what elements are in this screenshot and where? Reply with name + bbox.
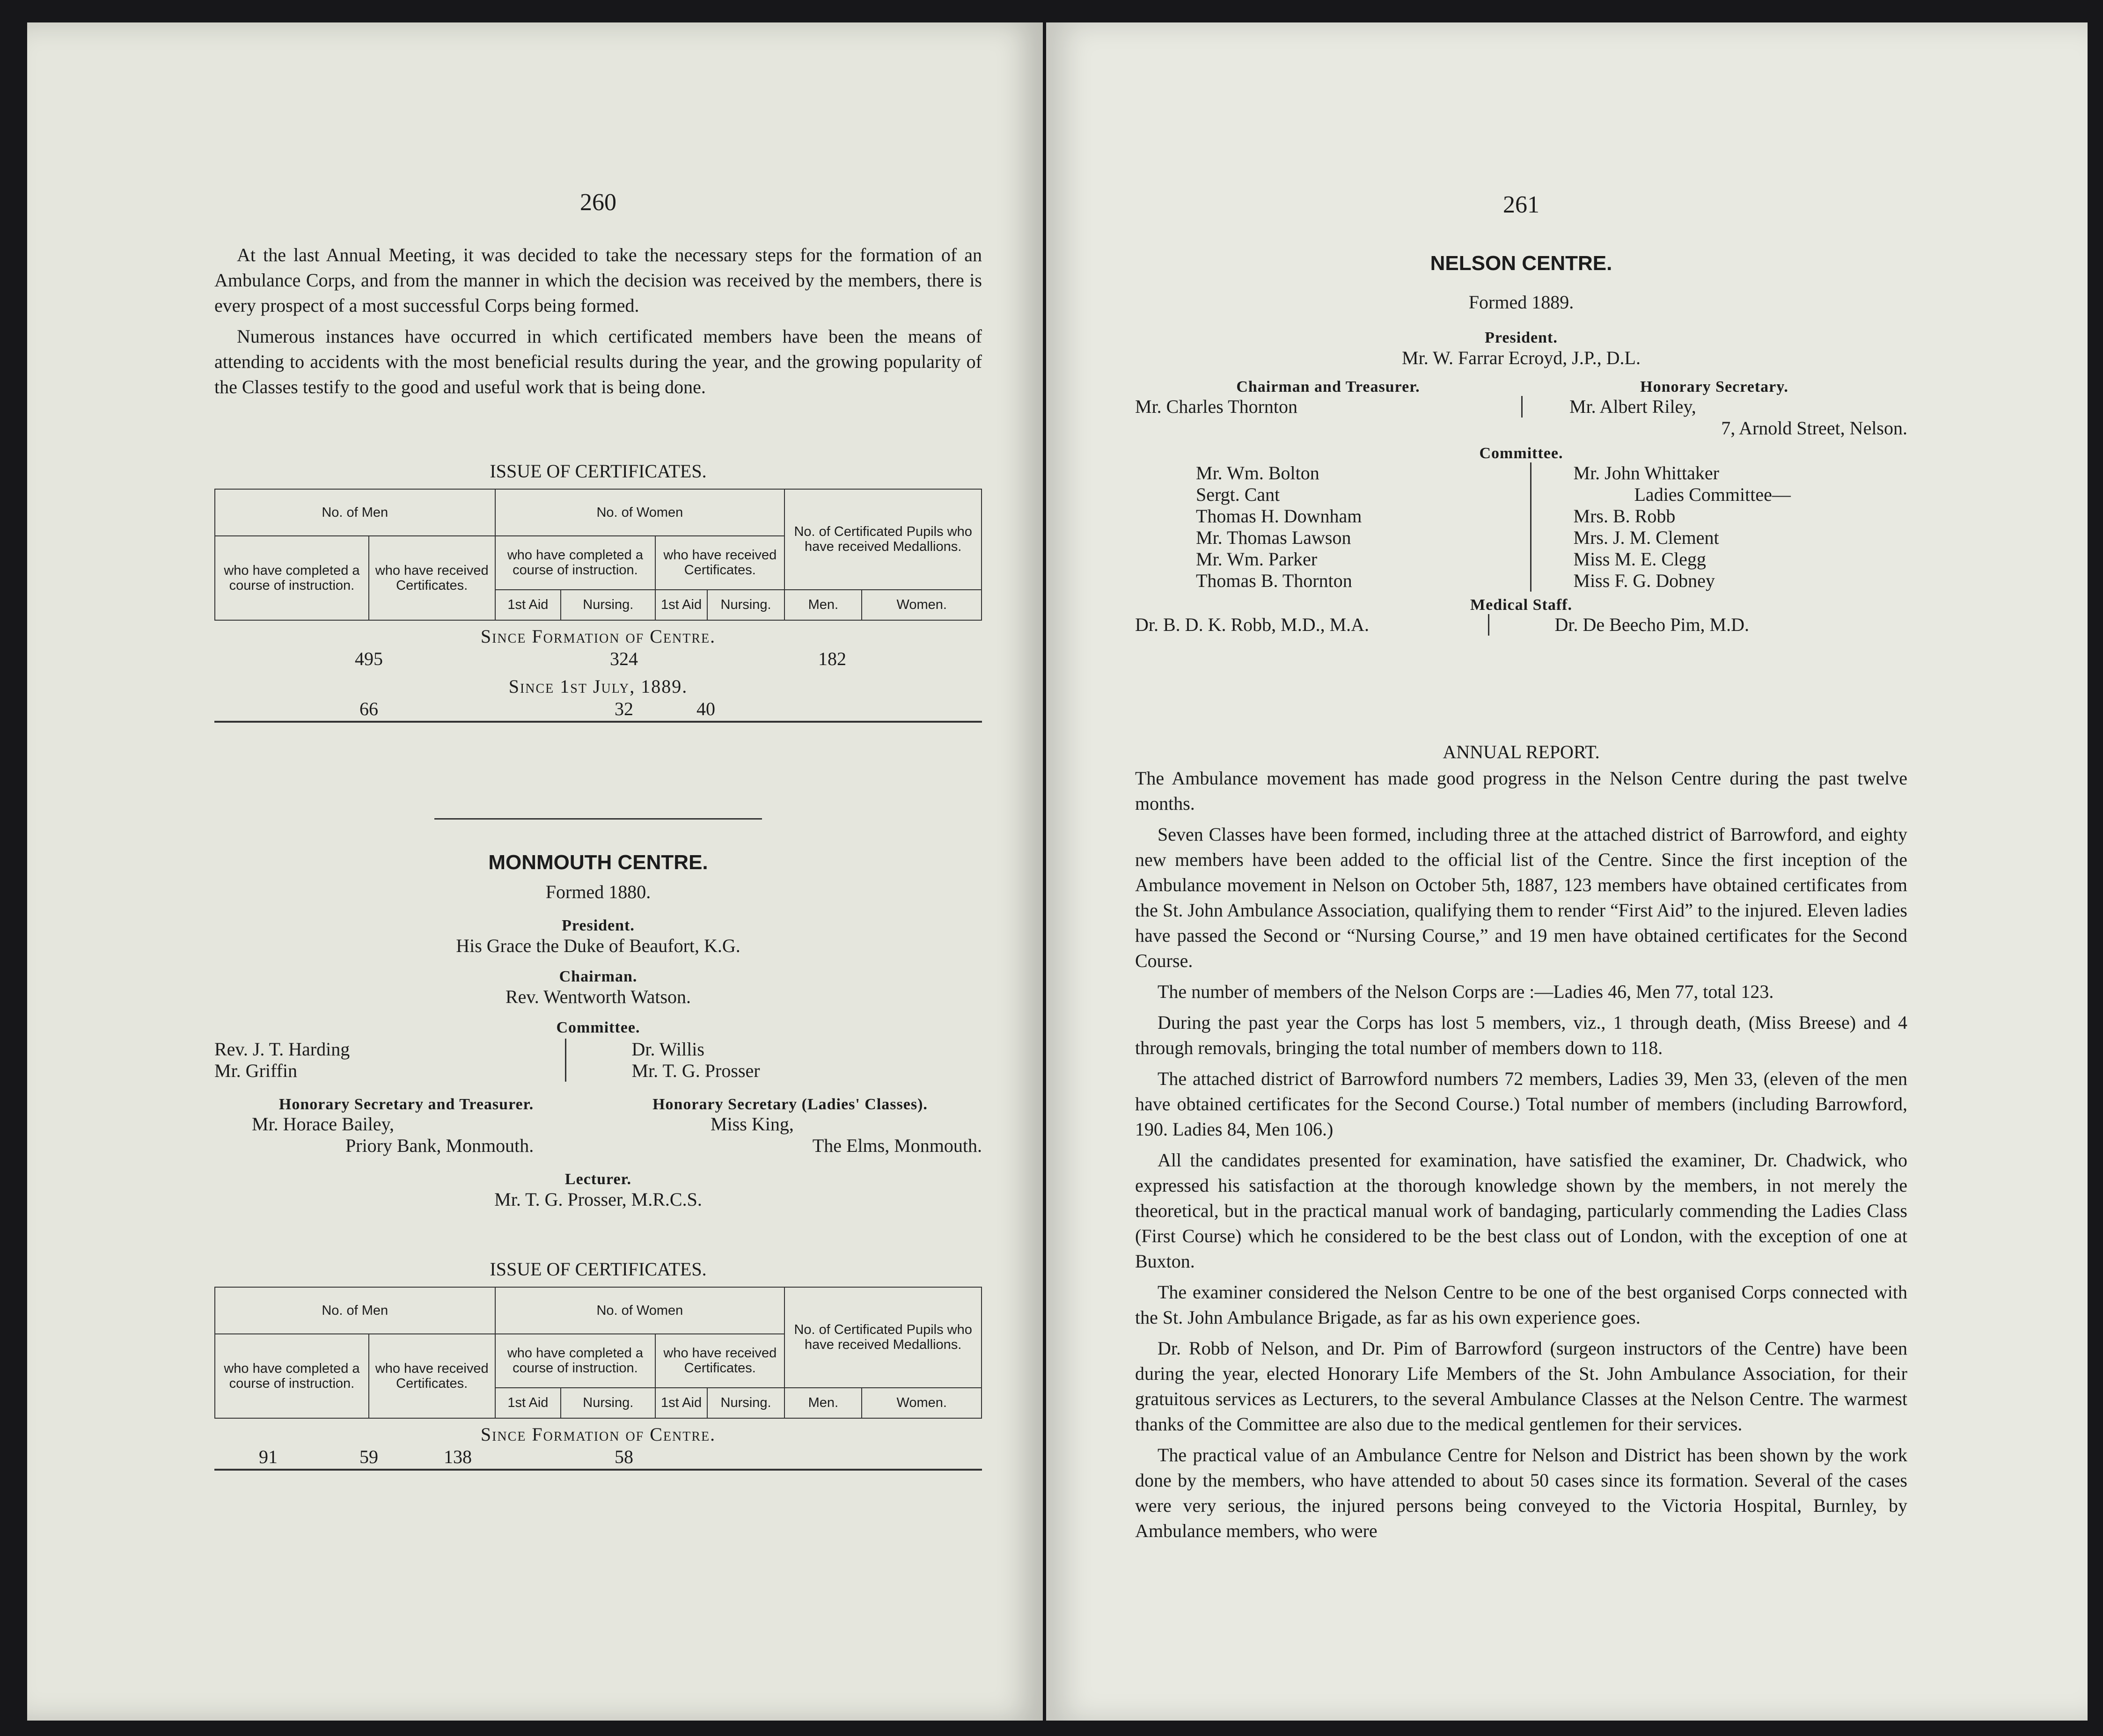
section-since-formation: Since Formation of Centre. (480, 626, 716, 647)
header-men-received: who have received Certificates. (369, 1334, 495, 1418)
header-nursing: Nursing. (561, 590, 655, 620)
header-nursing: Nursing. (561, 1388, 655, 1418)
committee-list (214, 1039, 982, 1082)
president-name: His Grace the Duke of Beaufort, K.G. (456, 935, 740, 956)
committee-label: Committee. (556, 1019, 640, 1036)
monmouth-centre (214, 851, 982, 1210)
hon-sec-ladies-label: Honorary Secretary (Ladies' Classes). (652, 1096, 928, 1113)
report-paragraph: The examiner considered the Nelson Centre to be one of the best organised Corps connected with the St. John Ambulance Brigade, as far as his own experience goes. (1135, 1282, 1907, 1328)
committee-member: Thomas B. Thornton (1196, 570, 1352, 591)
table-row: 66 32 40 (214, 697, 982, 723)
centre-title: NELSON CENTRE. (1430, 252, 1612, 275)
officers (1135, 378, 1907, 439)
president-name: Mr. W. Farrar Ecroyd, J.P., D.L. (1402, 347, 1641, 368)
chairman-name: Rev. Wentworth Watson. (505, 986, 691, 1007)
centre-title: MONMOUTH CENTRE. (488, 851, 708, 874)
table-row: 91 59 138 58 (214, 1445, 982, 1471)
chairman-label: Chairman and Treasurer. (1236, 378, 1420, 396)
certificates-table (214, 489, 982, 621)
committee-member: Dr. Willis (631, 1039, 704, 1060)
header-nursing: Nursing. (707, 590, 785, 620)
right-page (1046, 22, 2088, 1721)
medical-officer: Dr. B. D. K. Robb, M.D., M.A. (1135, 614, 1370, 635)
header-medal-men: Men. (784, 590, 862, 620)
medical-officer: Dr. De Beecho Pim, M.D. (1488, 614, 1908, 636)
report-paragraph: The number of members of the Nelson Corps are :—Ladies 46, Men 77, total 123. (1158, 981, 1774, 1002)
header-women-received: who have received Certificates. (655, 1334, 784, 1388)
lecturer-label: Lecturer. (564, 1171, 632, 1188)
header-women: No. of Women (495, 1287, 785, 1334)
report-paragraph: The attached district of Barrowford numbers 72 members, Ladies 39, Men 33, (eleven of the men have obtained certificates for the Second Course.) Total number of members (including Barrowford, 190. Ladies 84, Men 106.) (1135, 1068, 1907, 1140)
secretaries (214, 1096, 982, 1157)
header-first-aid: 1st Aid (495, 1388, 561, 1418)
header-medallions: No. of Certificated Pupils who have received Medallions. (784, 1287, 982, 1388)
hon-sec-ladies-address: The Elms, Monmouth. (812, 1135, 982, 1156)
annual-report (1135, 741, 1907, 1549)
table-row: 495 324 182 (355, 648, 846, 669)
intro-text (214, 242, 982, 405)
page-number-right: 261 (1503, 191, 1539, 218)
committee-member: Mrs. B. Robb (1573, 505, 1676, 527)
certificates-table-2 (214, 1258, 982, 1471)
hon-sec-treasurer-label: Honorary Secretary and Treasurer. (278, 1096, 534, 1113)
page-number-left: 260 (580, 189, 616, 216)
committee-member: Miss F. G. Dobney (1573, 570, 1715, 591)
committee-member: Rev. J. T. Harding (214, 1039, 350, 1060)
intro-paragraph-2: Numerous instances have occurred in which certificated members have been the means of attending to accidents with the most beneficial results during the year, and the growing popularity of the Classes testify to the good and useful work that is being done. (214, 326, 982, 397)
lecturer-name: Mr. T. G. Prosser, M.R.C.S. (494, 1189, 702, 1210)
hon-sec-name: Mr. Horace Bailey, (252, 1113, 394, 1135)
chairman-label: Chairman. (559, 968, 637, 985)
report-paragraph: The Ambulance movement has made good progress in the Nelson Centre during the past twelve months. (1135, 768, 1907, 814)
committee-member: Thomas H. Downham (1196, 505, 1362, 527)
committee-member: Mr. Wm. Parker (1196, 549, 1318, 570)
header-first-aid: 1st Aid (655, 590, 707, 620)
section-since-formation: Since Formation of Centre. (480, 1424, 716, 1445)
chairman-name: Mr. Charles Thornton (1135, 396, 1298, 417)
report-paragraph: All the candidates presented for examination, have satisfied the examiner, Dr. Chadwick, who expressed his satisfaction at the thorough knowledge shown by the members, in not merely the theoretical, but in the practical manual work of bandaging, particularly commending the Ladies Class (First Course) which he considered to be the best class out of London, with the exception of one at Buxton. (1135, 1150, 1907, 1272)
committee-member: Sergt. Cant (1196, 484, 1280, 505)
committee-member: Mrs. J. M. Clement (1573, 527, 1719, 548)
report-title: ANNUAL REPORT. (1443, 741, 1600, 762)
committee-member: Mr. Griffin (214, 1060, 298, 1081)
ladies-committee-label: Ladies Committee— (1634, 484, 1791, 505)
header-medallions: No. of Certificated Pupils who have received Medallions. (784, 489, 982, 590)
hon-sec-label: Honorary Secretary. (1640, 378, 1788, 396)
header-first-aid: 1st Aid (495, 590, 561, 620)
header-nursing: Nursing. (707, 1388, 785, 1418)
report-paragraph: Seven Classes have been formed, including three at the attached district of Barrowford, and eighty new members have been added to the official list of the Centre. Since the first inception of the Ambulance movement in Nelson on October 5th, 1887, 123 members have obtained certificates from the St. John Ambulance Association, qualifying them to render “First Aid” to the injured. Eleven ladies have passed the Second or “Nursing Course,” and 19 men have obtained certificates for the Second Course. (1135, 824, 1907, 971)
president-label: President. (1485, 329, 1558, 346)
hon-sec-address: 7, Arnold Street, Nelson. (1721, 418, 1907, 439)
hon-sec-name: Mr. Albert Riley, (1521, 396, 1907, 418)
report-paragraph: The practical value of an Ambulance Centre for Nelson and District has been shown by the work done by the members, who have attended to about 50 cases since its formation. Several of the cases were very serious, the injured persons being conveyed to the Victoria Hospital, Burnley, by Ambulance members, who were (1135, 1444, 1907, 1541)
left-page (27, 22, 1043, 1721)
medical-staff-label: Medical Staff. (1470, 596, 1572, 614)
committee-member: Miss M. E. Clegg (1573, 549, 1706, 570)
committee-list (1135, 462, 1907, 592)
header-medal-women: Women. (862, 1388, 982, 1418)
header-first-aid: 1st Aid (655, 1388, 707, 1418)
hon-sec-address: Priory Bank, Monmouth. (345, 1135, 534, 1156)
header-men: No. of Men (215, 1287, 495, 1334)
committee-label: Committee. (1479, 445, 1563, 462)
report-paragraph: Dr. Robb of Nelson, and Dr. Pim of Barrowford (surgeon instructors of the Centre) have been during the year, elected Honorary Life Members of the St. John Ambulance Association, for their gratuitous services as Lecturers, to the several Ambulance Classes at the Nelson Centre. The warmest thanks of the Committee are also due to the medical gentlemen for their services. (1135, 1338, 1907, 1435)
medical-staff (1135, 614, 1907, 636)
header-medal-women: Women. (862, 590, 982, 620)
intro-paragraph-1: At the last Annual Meeting, it was decided to take the necessary steps for the formation of an Ambulance Corps, and from the manner in which the decision was received by the members, there is every prospect of a most successful Corps being formed. (214, 244, 982, 316)
header-women: No. of Women (495, 489, 785, 536)
committee-member: Mr. Thomas Lawson (1196, 527, 1351, 548)
header-women-completed: who have completed a course of instruction. (495, 1334, 656, 1388)
divider (214, 818, 982, 820)
formed-date: Formed 1880. (545, 881, 651, 902)
header-men-completed: who have completed a course of instruction. (215, 536, 369, 620)
section-since-july: Since 1st July, 1889. (508, 676, 688, 697)
formed-date: Formed 1889. (1468, 292, 1574, 313)
table-title: ISSUE OF CERTIFICATES. (490, 461, 707, 482)
committee-member: Mr. T. G. Prosser (631, 1060, 760, 1081)
header-women-received: who have received Certificates. (655, 536, 784, 590)
nelson-centre (1135, 252, 1907, 636)
header-men-completed: who have completed a course of instruction. (215, 1334, 369, 1418)
report-paragraph: During the past year the Corps has lost 5 members, viz., 1 through death, (Miss Breese) and 4 through removals, bringing the total number of members down to 118. (1135, 1012, 1907, 1058)
header-men-received: who have received Certificates. (369, 536, 495, 620)
certificates-table (214, 1287, 982, 1419)
committee-member: Mr. Wm. Bolton (1196, 462, 1319, 483)
table-title: ISSUE OF CERTIFICATES. (490, 1259, 707, 1280)
header-medal-men: Men. (784, 1388, 862, 1418)
header-women-completed: who have completed a course of instruction. (495, 536, 656, 590)
header-men: No. of Men (215, 489, 495, 536)
president-label: President. (562, 917, 635, 934)
committee-member: Mr. John Whittaker (1573, 462, 1719, 483)
certificates-table-1 (214, 460, 982, 723)
hon-sec-ladies-name: Miss King, (711, 1113, 794, 1135)
